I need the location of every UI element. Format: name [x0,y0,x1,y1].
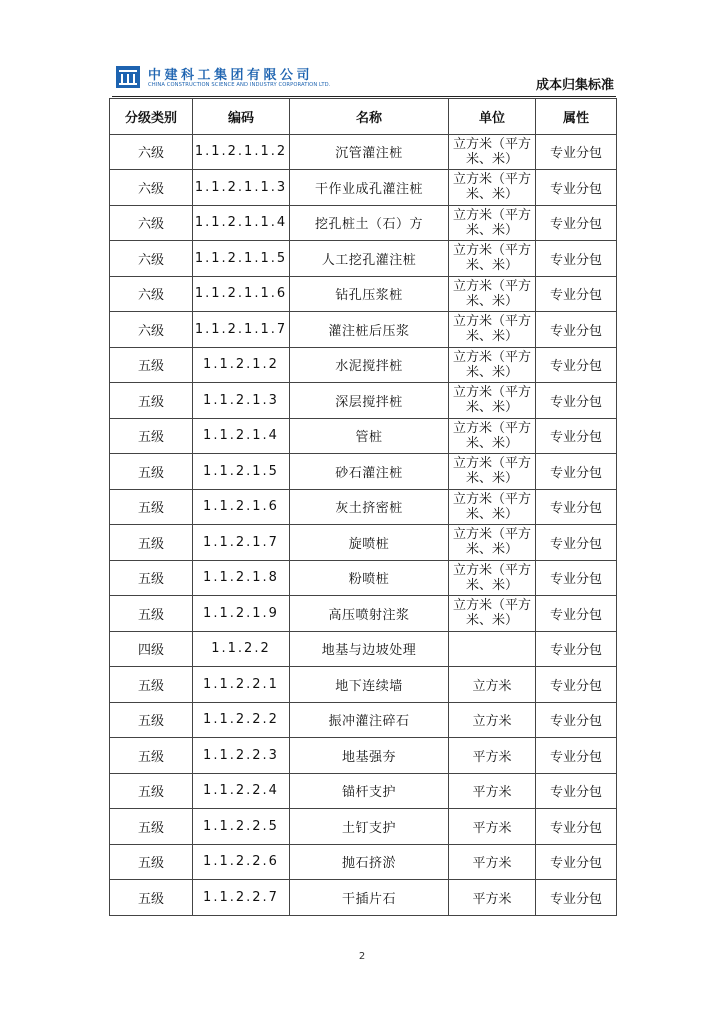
cell-unit: 立方米（平方米、米） [449,383,536,419]
cell-name: 旋喷桩 [290,525,449,561]
cell-unit: 平方米 [449,809,536,845]
table-row [110,880,617,916]
table-row [110,312,617,348]
cell-level: 五级 [110,773,193,809]
cell-code: 1.1.2.1.3 [193,383,290,419]
cell-unit: 立方米（平方米、米） [449,241,536,277]
table-row [110,631,617,667]
cell-name: 地下连续墙 [290,667,449,703]
cell-attr: 专业分包 [536,525,617,561]
cell-unit: 立方米（平方米、米） [449,170,536,206]
cell-level: 四级 [110,631,193,667]
table-row [110,738,617,774]
cell-attr: 专业分包 [536,418,617,454]
cell-attr: 专业分包 [536,383,617,419]
cell-unit: 立方米（平方米、米） [449,347,536,383]
cell-code: 1.1.2.1.7 [193,525,290,561]
cell-attr: 专业分包 [536,631,617,667]
table-row [110,276,617,312]
cost-standard-table [109,98,617,916]
cell-code: 1.1.2.1.1.3 [193,170,290,206]
table-row [110,454,617,490]
cell-name: 干作业成孔灌注桩 [290,170,449,206]
company-name-cn: 中建科工集团有限公司 [148,68,314,83]
cell-unit: 立方米（平方米、米） [449,312,536,348]
table-row [110,347,617,383]
cell-name: 振冲灌注碎石 [290,702,449,738]
cell-code: 1.1.2.2.2 [193,702,290,738]
cell-name: 地基强夯 [290,738,449,774]
cell-name: 高压喷射注浆 [290,596,449,632]
cell-unit: 平方米 [449,880,536,916]
cell-name: 水泥搅拌桩 [290,347,449,383]
cell-code: 1.1.2.1.4 [193,418,290,454]
cell-name: 深层搅拌桩 [290,383,449,419]
cell-level: 五级 [110,454,193,490]
cell-attr: 专业分包 [536,738,617,774]
cell-attr: 专业分包 [536,880,617,916]
table-row [110,560,617,596]
cell-attr: 专业分包 [536,170,617,206]
cell-code: 1.1.2.2.3 [193,738,290,774]
cell-code: 1.1.2.1.1.4 [193,205,290,241]
cell-name: 钻孔压浆桩 [290,276,449,312]
cell-level: 五级 [110,347,193,383]
cell-unit [449,631,536,667]
cell-level: 六级 [110,134,193,170]
cell-attr: 专业分包 [536,276,617,312]
table-body [110,134,617,915]
table-row [110,418,617,454]
cell-unit: 立方米（平方米、米） [449,454,536,490]
cell-code: 1.1.2.1.5 [193,454,290,490]
cell-attr: 专业分包 [536,347,617,383]
cell-name: 土钉支护 [290,809,449,845]
cell-attr: 专业分包 [536,702,617,738]
page-header [112,60,616,96]
cell-attr: 专业分包 [536,312,617,348]
cell-attr: 专业分包 [536,773,617,809]
table-row [110,667,617,703]
cell-level: 六级 [110,205,193,241]
cell-name: 地基与边坡处理 [290,631,449,667]
cell-code: 1.1.2.2.1 [193,667,290,703]
cell-name: 沉管灌注桩 [290,134,449,170]
cell-unit: 立方米（平方米、米） [449,418,536,454]
cell-attr: 专业分包 [536,809,617,845]
cell-level: 五级 [110,560,193,596]
cell-level: 五级 [110,596,193,632]
cell-unit: 立方米（平方米、米） [449,489,536,525]
cell-code: 1.1.2.1.1.2 [193,134,290,170]
cell-code: 1.1.2.2.5 [193,809,290,845]
column-header-level: 分级类别 [110,99,193,135]
cell-level: 五级 [110,738,193,774]
cell-code: 1.1.2.2 [193,631,290,667]
column-header-unit: 单位 [449,99,536,135]
cell-level: 五级 [110,880,193,916]
cell-attr: 专业分包 [536,205,617,241]
cell-name: 砂石灌注桩 [290,454,449,490]
cell-name: 挖孔桩土（石）方 [290,205,449,241]
cell-attr: 专业分包 [536,596,617,632]
cell-code: 1.1.2.1.8 [193,560,290,596]
cell-unit: 平方米 [449,773,536,809]
cell-name: 人工挖孔灌注桩 [290,241,449,277]
page-number: 2 [358,951,366,962]
cell-level: 六级 [110,276,193,312]
cell-attr: 专业分包 [536,560,617,596]
table-row [110,205,617,241]
company-logo-icon [116,66,140,88]
cell-name: 灌注桩后压浆 [290,312,449,348]
cell-unit: 立方米（平方米、米） [449,560,536,596]
table-row [110,844,617,880]
cell-attr: 专业分包 [536,844,617,880]
table-row [110,525,617,561]
cell-name: 抛石挤淤 [290,844,449,880]
table-row [110,809,617,845]
cell-code: 1.1.2.2.7 [193,880,290,916]
cell-unit: 立方米 [449,667,536,703]
table-header-row [110,99,617,135]
cell-unit: 立方米（平方米、米） [449,525,536,561]
cell-unit: 立方米（平方米、米） [449,596,536,632]
table-row [110,596,617,632]
cell-unit: 立方米（平方米、米） [449,134,536,170]
cell-unit: 立方米（平方米、米） [449,205,536,241]
cell-code: 1.1.2.1.2 [193,347,290,383]
column-header-name: 名称 [290,99,449,135]
cell-code: 1.1.2.2.4 [193,773,290,809]
table-row [110,773,617,809]
cell-level: 五级 [110,809,193,845]
cell-attr: 专业分包 [536,489,617,525]
cell-attr: 专业分包 [536,667,617,703]
cell-code: 1.1.2.1.1.6 [193,276,290,312]
cell-level: 五级 [110,418,193,454]
cell-code: 1.1.2.1.1.5 [193,241,290,277]
cell-attr: 专业分包 [536,241,617,277]
company-name-en: CHINA CONSTRUCTION SCIENCE AND INDUSTRY CORPORATION LTD. [148,82,331,88]
cell-name: 灰土挤密桩 [290,489,449,525]
cell-name: 干插片石 [290,880,449,916]
cell-code: 1.1.2.1.9 [193,596,290,632]
cell-level: 五级 [110,702,193,738]
cell-level: 五级 [110,525,193,561]
cell-level: 五级 [110,489,193,525]
cell-unit: 平方米 [449,844,536,880]
cell-level: 六级 [110,312,193,348]
cell-name: 粉喷桩 [290,560,449,596]
table-row [110,383,617,419]
cell-level: 六级 [110,170,193,206]
cell-level: 五级 [110,383,193,419]
cell-level: 六级 [110,241,193,277]
cell-level: 五级 [110,667,193,703]
column-header-code: 编码 [193,99,290,135]
cell-unit: 平方米 [449,738,536,774]
table-row [110,170,617,206]
cell-name: 管桩 [290,418,449,454]
cell-unit: 立方米 [449,702,536,738]
table-row [110,134,617,170]
cell-name: 锚杆支护 [290,773,449,809]
cell-unit: 立方米（平方米、米） [449,276,536,312]
cell-code: 1.1.2.1.6 [193,489,290,525]
cell-code: 1.1.2.2.6 [193,844,290,880]
document-title: 成本归集标准 [535,78,614,93]
column-header-attr: 属性 [536,99,617,135]
cell-level: 五级 [110,844,193,880]
table-row [110,489,617,525]
cell-attr: 专业分包 [536,454,617,490]
table-row [110,702,617,738]
cell-code: 1.1.2.1.1.7 [193,312,290,348]
table-row [110,241,617,277]
header-divider [112,96,616,97]
cell-attr: 专业分包 [536,134,617,170]
